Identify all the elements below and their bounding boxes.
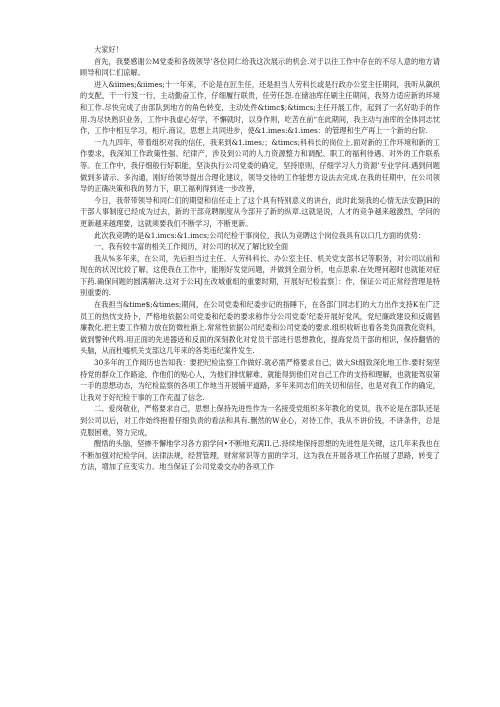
paragraph-opening: 首先，我要感谢公M党委和各级领导’各位同仁给我这次展示的机会.对于以往工作中存在的不尽人意的地方请顾导和同仁们谅解。 bbox=[80, 56, 440, 78]
paragraph-career-start: 进入&iimes;&iimes;十一年来，不论是在匠生任，还是担当人劳科长或是行政办公室主任期间，我听从飙织的支配，干一行笈一行，主动勤奋工作，仔细履行联贵，任劳任怨.在储油库任刷主任期间，我努力适应新的环境和工作.尽快完成了由部队到地方的角色转变，主动处件&timc$;&timcs;主任开展工作，起到了一名好助手的作用.为尽快熟识业务，工作中我虚心好学，不懈就时，以身作则，吃苦在前“在此期间，我主动与油库的全体同志忱作，工作中相互学习，相斤.商议，思想上共同进步，使&1.imes:&1.imes：的管理和生产再上一个新的台阶. bbox=[80, 79, 440, 136]
paragraph-1994: 一九九四年，带着组织对我的信任，我来到&1.imes;；&timcs;科科长的岗位上.面对新的工作环境和新的工作要求，我深知工作政策性强、纪律产，涉及到公司的人力资源整力和调配、职工的福利待遇、对外的工作联系等。在工作中，我仔细般行好职能，坚淡执行公司党委的确定，坚持原则，仔细学习人力资源’专业学问.遇到问题做到多请示、多沟通，刚好给领导提出合理化建议，领导交待的工作能想方设法去完成.在我的任期中，在公司领导的正确决策和我的努力下，职工福利得到进一步改善， bbox=[80, 137, 440, 194]
salutation: 大家好！ bbox=[94, 45, 123, 54]
paragraph-experience: 我从%多年来，在公司，先后担当过主任、人劳科科长、办公室主任、机关党支部书记等职务，对公司以前和现在的状况比较了解，这使我在工作中，能刚好发觉问题，并做到全面分析，电点思索.在处理何超时也就能对症下药.确保问题的圆满解决.这对于公HJ在改城重组的重要时期，开展好纪检监察］：作，保证公司正常经营理是特别重要的. bbox=[80, 253, 440, 298]
paragraph-position: 此次我竞聘的是&1.imcs:&1.imcs;公司纪检干事岗位，我认为竞聘这个岗位我具有以口几方面的优势： bbox=[94, 230, 425, 240]
paragraph-today: 今日，我带带领导和同仁们的期望和信任走上了这个具有特别意义的讲台，此时此刻我的心情无法安静JH的干部人事制度已经成为过去，新的干部竞聘制度从今部开了新的纵章.这就是说，人才的竞争越来越激烈，学问的更新越来越理要，这就须要我们不断学习，不断更新。 bbox=[80, 195, 440, 228]
section-heading-2: 二、爱岗敬业，严格要求自己，思想上保持先进性作为一名接受党组织多年教化的党员，我不论是在部队还是到公司以后，对工作始终抱着仔细负责的看法和具有.删然的W业心，对待工作，我从不讲价钱，不讲条件，总是克服困难，努力完成， bbox=[80, 404, 440, 437]
paragraph-learning: 醒悟的头脑，坚掺不懈地学习各方面学问•不断地充满II.己.持续地保持思想的先进性是关键，这几年来我也在不断加强对纪检学问，法律法规，经营管理，财常常识等方面的学习，这为我在开展各项工作拓展了思路，转变了方法，增加了应变实力。地当保证了公司党委交办的各项工作 bbox=[80, 439, 440, 472]
paragraph-30-years: 30多年的工作阅历也告知我：要把纪检监察工作做好.就必需严格要求自己，做大St细致深化地工作.要时刻坚持党的群众工作路途，作他们的贴心人，为他们排忧解难，就能得到他们对自己工作的支持和理解，也就能驾驭第一手的思想动态，为纪检监察的各项工作地当开展铺平道路，多年来同志们的关切和信任，也是对我工作的确定，让我对于好纪检干事的工作充温了信念. bbox=[80, 358, 440, 402]
section-heading-1: 一、我有较丰富的相关工作阅历，对公司的状况了解比较全面 bbox=[94, 242, 289, 252]
paragraph-tenure: 在我担当&time$;&times;期间，在公司党委和纪委步记的指睡下，在各部门同志们的大力出作支持K在广泛员工的热忱支持卜，严格地依据公司党委和纪委的要求称作分公司党委’纪委开展好党风，党纪廉政建设和反腐倡廉教化.把主要工作精力放在防微杜渐上.常常性依据公司纪委和公司党委的要求.组织收昕也看各类负面教化资料，做到警钟代鸣.用正面的先进器迹和反面的深刻教化对党员干部进行思想教化，提海党员干部的相识，保持翻惜的头脑，从而杜嘘机关支部这几年来的各类违纪案件发生. bbox=[80, 300, 440, 356]
